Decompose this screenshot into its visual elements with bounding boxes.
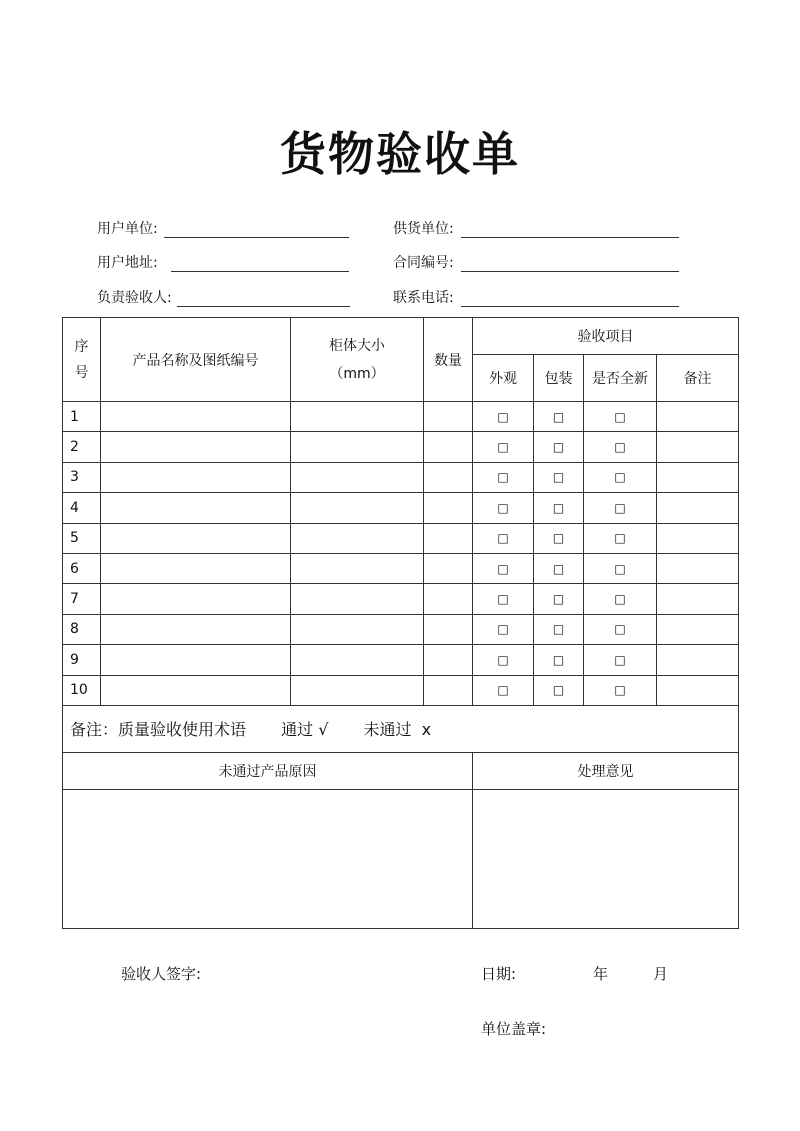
contract-no-line[interactable] bbox=[461, 271, 679, 272]
terms-fail: 未通过 x bbox=[363, 720, 432, 740]
remark-cell[interactable] bbox=[657, 584, 739, 614]
contract-no-field[interactable] bbox=[393, 252, 679, 272]
inspector-signature-label: 验收人签字: bbox=[121, 965, 202, 983]
user-address-field[interactable] bbox=[97, 252, 349, 272]
inspector-label: 负责验收人: bbox=[97, 290, 172, 306]
row-number: 8 bbox=[63, 614, 101, 644]
product-cell[interactable] bbox=[101, 493, 291, 523]
table-row bbox=[63, 523, 739, 553]
cabinet-size-cell[interactable] bbox=[291, 584, 424, 614]
row-number: 4 bbox=[63, 493, 101, 523]
row-number: 6 bbox=[63, 553, 101, 583]
appearance-checkbox[interactable]: □ bbox=[473, 553, 534, 583]
appearance-checkbox[interactable]: □ bbox=[473, 402, 534, 432]
cabinet-size-cell[interactable] bbox=[291, 432, 424, 462]
supplier-unit-line[interactable] bbox=[461, 237, 679, 238]
date-label: 日期: bbox=[481, 965, 517, 983]
table-row bbox=[63, 493, 739, 523]
user-unit-label: 用户单位: bbox=[97, 221, 158, 237]
quantity-cell[interactable] bbox=[424, 493, 473, 523]
cabinet-size-header bbox=[291, 318, 424, 402]
quantity-cell[interactable] bbox=[424, 614, 473, 644]
items-group-header: 验收项目 bbox=[473, 318, 739, 355]
handling-cell[interactable] bbox=[473, 789, 739, 928]
appearance-checkbox[interactable]: □ bbox=[473, 493, 534, 523]
cabinet-unit-text: （mm） bbox=[329, 365, 385, 382]
phone-field[interactable] bbox=[393, 287, 679, 307]
brand-new-checkbox[interactable]: □ bbox=[584, 645, 657, 675]
remark-cell[interactable] bbox=[657, 462, 739, 492]
row-number: 1 bbox=[63, 402, 101, 432]
packaging-checkbox[interactable]: □ bbox=[534, 493, 584, 523]
remark-header: 备注 bbox=[657, 355, 739, 402]
user-unit-line[interactable] bbox=[164, 237, 349, 238]
quantity-header: 数量 bbox=[424, 318, 473, 402]
remark-cell[interactable] bbox=[657, 675, 739, 705]
table-row bbox=[63, 402, 739, 432]
user-address-line[interactable] bbox=[171, 271, 349, 272]
year-label: 年 bbox=[593, 965, 609, 983]
table-row bbox=[63, 584, 739, 614]
quantity-cell[interactable] bbox=[424, 432, 473, 462]
remark-cell[interactable] bbox=[657, 493, 739, 523]
brand-new-checkbox[interactable]: □ bbox=[584, 493, 657, 523]
brand-new-checkbox[interactable]: □ bbox=[584, 402, 657, 432]
brand-new-checkbox[interactable]: □ bbox=[584, 584, 657, 614]
brand-new-checkbox[interactable]: □ bbox=[584, 614, 657, 644]
quantity-cell[interactable] bbox=[424, 462, 473, 492]
terms-label: 备注：质量验收使用术语 bbox=[70, 720, 247, 740]
remark-cell[interactable] bbox=[657, 432, 739, 462]
appearance-checkbox[interactable]: □ bbox=[473, 462, 534, 492]
brand-new-checkbox[interactable]: □ bbox=[584, 675, 657, 705]
appearance-checkbox[interactable]: □ bbox=[473, 584, 534, 614]
page-title: 货物验收单 bbox=[280, 127, 520, 181]
brand-new-checkbox[interactable]: □ bbox=[584, 462, 657, 492]
packaging-checkbox[interactable]: □ bbox=[534, 553, 584, 583]
packaging-checkbox[interactable]: □ bbox=[534, 462, 584, 492]
inspection-table bbox=[62, 317, 739, 929]
stamp-label: 单位盖章: bbox=[481, 1020, 547, 1038]
fail-reason-header: 未通过产品原因 bbox=[63, 752, 473, 789]
terms-note bbox=[63, 705, 739, 752]
quantity-cell[interactable] bbox=[424, 584, 473, 614]
remark-cell[interactable] bbox=[657, 523, 739, 553]
product-cell[interactable] bbox=[101, 584, 291, 614]
cabinet-size-cell[interactable] bbox=[291, 553, 424, 583]
user-unit-field[interactable] bbox=[97, 218, 349, 238]
supplier-unit-label: 供货单位: bbox=[393, 221, 454, 237]
table-row bbox=[63, 675, 739, 705]
remark-cell[interactable] bbox=[657, 645, 739, 675]
product-header: 产品名称及图纸编号 bbox=[101, 318, 291, 402]
cabinet-size-cell[interactable] bbox=[291, 462, 424, 492]
appearance-checkbox[interactable]: □ bbox=[473, 614, 534, 644]
phone-label: 联系电话: bbox=[393, 290, 454, 306]
appearance-checkbox[interactable]: □ bbox=[473, 645, 534, 675]
cabinet-size-cell[interactable] bbox=[291, 645, 424, 675]
quantity-cell[interactable] bbox=[424, 675, 473, 705]
table-row bbox=[63, 462, 739, 492]
brand-new-checkbox[interactable]: □ bbox=[584, 523, 657, 553]
product-cell[interactable] bbox=[101, 614, 291, 644]
remark-cell[interactable] bbox=[657, 553, 739, 583]
row-number: 10 bbox=[63, 675, 101, 705]
fail-reason-cell[interactable] bbox=[63, 789, 473, 928]
quantity-cell[interactable] bbox=[424, 553, 473, 583]
inspector-line[interactable] bbox=[177, 306, 350, 307]
packaging-checkbox[interactable]: □ bbox=[534, 432, 584, 462]
packaging-checkbox[interactable]: □ bbox=[534, 675, 584, 705]
brand-new-header: 是否全新 bbox=[584, 355, 657, 402]
cabinet-size-cell[interactable] bbox=[291, 402, 424, 432]
product-cell[interactable] bbox=[101, 645, 291, 675]
product-cell[interactable] bbox=[101, 432, 291, 462]
handling-header: 处理意见 bbox=[473, 752, 739, 789]
quantity-cell[interactable] bbox=[424, 523, 473, 553]
user-address-label: 用户地址: bbox=[97, 255, 158, 271]
product-cell[interactable] bbox=[101, 523, 291, 553]
packaging-header: 包装 bbox=[534, 355, 584, 402]
quantity-cell[interactable] bbox=[424, 402, 473, 432]
cabinet-size-text: 柜体大小 bbox=[329, 337, 385, 354]
remark-cell[interactable] bbox=[657, 614, 739, 644]
remark-cell[interactable] bbox=[657, 402, 739, 432]
appearance-checkbox[interactable]: □ bbox=[473, 523, 534, 553]
packaging-checkbox[interactable]: □ bbox=[534, 584, 584, 614]
packaging-checkbox[interactable]: □ bbox=[534, 402, 584, 432]
product-cell[interactable] bbox=[101, 553, 291, 583]
table-row bbox=[63, 553, 739, 583]
brand-new-checkbox[interactable]: □ bbox=[584, 432, 657, 462]
packaging-checkbox[interactable]: □ bbox=[534, 645, 584, 675]
row-number: 3 bbox=[63, 462, 101, 492]
appearance-checkbox[interactable]: □ bbox=[473, 432, 534, 462]
product-cell[interactable] bbox=[101, 402, 291, 432]
table-row bbox=[63, 645, 739, 675]
month-label: 月 bbox=[653, 965, 669, 983]
phone-line[interactable] bbox=[461, 306, 679, 307]
appearance-header: 外观 bbox=[473, 355, 534, 402]
packaging-checkbox[interactable]: □ bbox=[534, 523, 584, 553]
supplier-unit-field[interactable] bbox=[393, 218, 679, 238]
row-number: 5 bbox=[63, 523, 101, 553]
contract-no-label: 合同编号: bbox=[393, 255, 454, 271]
row-number: 2 bbox=[63, 432, 101, 462]
cabinet-size-cell[interactable] bbox=[291, 675, 424, 705]
cabinet-size-cell[interactable] bbox=[291, 614, 424, 644]
cabinet-size-cell[interactable] bbox=[291, 523, 424, 553]
appearance-checkbox[interactable]: □ bbox=[473, 675, 534, 705]
quantity-cell[interactable] bbox=[424, 645, 473, 675]
terms-pass: 通过 √ bbox=[281, 720, 329, 740]
product-cell[interactable] bbox=[101, 462, 291, 492]
product-cell[interactable] bbox=[101, 675, 291, 705]
row-number: 9 bbox=[63, 645, 101, 675]
seq-header-text: 序号 bbox=[74, 338, 89, 381]
packaging-checkbox[interactable]: □ bbox=[534, 614, 584, 644]
table-row bbox=[63, 432, 739, 462]
brand-new-checkbox[interactable]: □ bbox=[584, 553, 657, 583]
row-number: 7 bbox=[63, 584, 101, 614]
table-row bbox=[63, 614, 739, 644]
inspector-field[interactable] bbox=[97, 287, 350, 307]
seq-header bbox=[63, 318, 101, 402]
cabinet-size-cell[interactable] bbox=[291, 493, 424, 523]
